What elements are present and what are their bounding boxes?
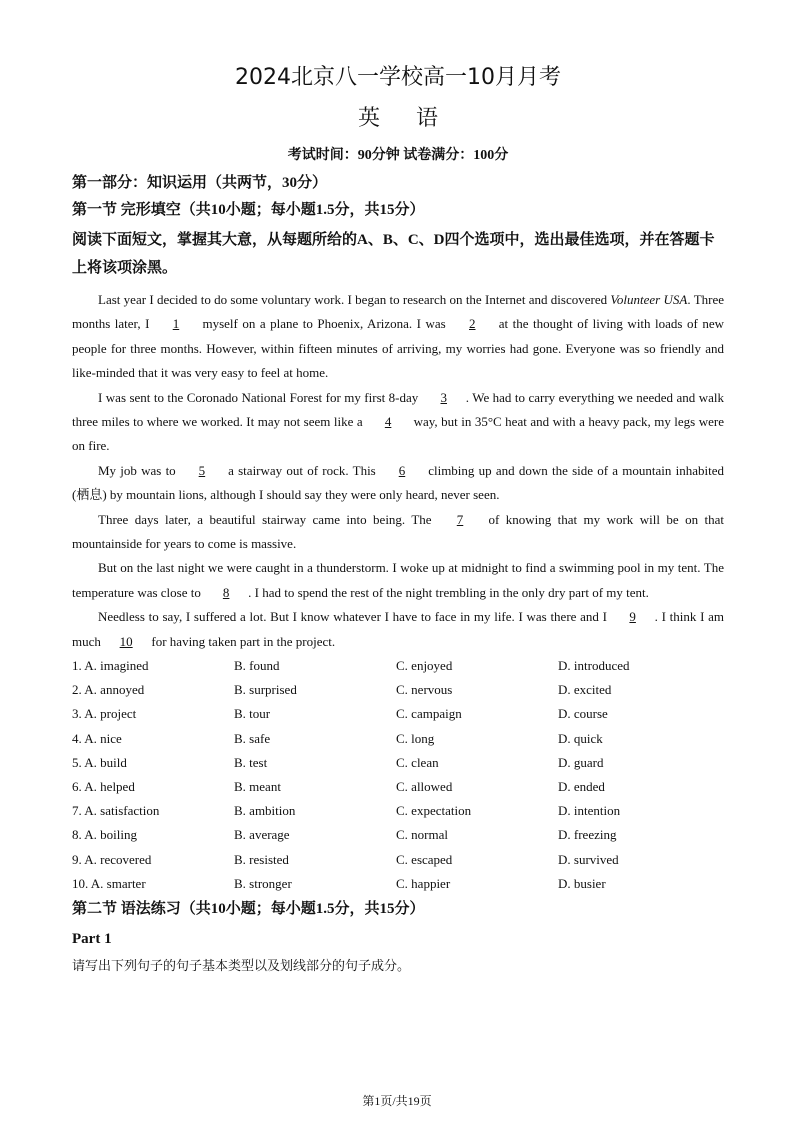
blank-8: 8 bbox=[222, 584, 230, 600]
text-span: But on the last night we were caught in a thunderstorm. I woke up at midnight to find a swimming pool in my tent. The temperature was close to bbox=[72, 560, 724, 600]
option-b: B. safe bbox=[234, 730, 271, 746]
text-span: . I had to spend the rest of the night trembling in the only dry part of my tent. bbox=[248, 584, 649, 600]
cloze-passage bbox=[72, 288, 724, 654]
option-row-4 bbox=[72, 727, 724, 751]
option-c: C. happier bbox=[396, 875, 451, 891]
option-d: D. survived bbox=[558, 851, 619, 867]
text-span: at the thought of living with loads of new people for three months. However, within fifteen minutes of arriving, my worries had gone. Everyone was so friendly and like-minded that it was very easy to feel at home. bbox=[72, 316, 724, 381]
passage-paragraph-6 bbox=[72, 605, 724, 654]
option-d: D. quick bbox=[558, 730, 603, 746]
option-c: C. expectation bbox=[396, 803, 472, 819]
option-row-2 bbox=[72, 678, 724, 702]
option-row-8 bbox=[72, 823, 724, 847]
option-c: C. nervous bbox=[396, 682, 453, 698]
option-c: C. campaign bbox=[396, 706, 462, 722]
passage-paragraph-4 bbox=[72, 508, 724, 557]
blank-9: 9 bbox=[629, 609, 636, 625]
option-d: D. course bbox=[558, 706, 608, 722]
text-span: of knowing that my work will be on that mountainside for years to come is massive. bbox=[72, 511, 725, 552]
option-row-3 bbox=[72, 702, 724, 726]
answer-options bbox=[72, 654, 724, 896]
exam-page bbox=[72, 58, 724, 979]
passage-paragraph-2 bbox=[72, 386, 724, 459]
passage-paragraph-5 bbox=[72, 556, 724, 605]
option-d: D. intention bbox=[558, 803, 621, 819]
text-span: a stairway out of rock. This bbox=[223, 462, 380, 478]
option-row-5 bbox=[72, 751, 724, 775]
text-span: . I think I am much bbox=[72, 609, 724, 649]
option-d: D. guard bbox=[558, 754, 604, 770]
blank-7: 7 bbox=[456, 511, 464, 527]
option-b: B. average bbox=[234, 827, 290, 843]
option-row-1 bbox=[72, 654, 724, 678]
option-d: D. excited bbox=[558, 682, 612, 698]
option-b: B. tour bbox=[234, 706, 271, 722]
option-a: 1. A. imagined bbox=[72, 658, 149, 674]
option-row-6 bbox=[72, 775, 724, 799]
passage-paragraph-3 bbox=[72, 459, 724, 508]
option-d: D. introduced bbox=[558, 658, 630, 674]
text-span: . Three months later, I bbox=[72, 292, 725, 332]
option-d: D. busier bbox=[558, 875, 606, 891]
part1-heading: 第一部分：知识运用（共两节，30分） bbox=[72, 175, 328, 191]
page-number: 第1页/共19页 bbox=[362, 1094, 432, 1108]
text-span: Three days later, a beautiful stairway came into being. The bbox=[98, 511, 439, 527]
section1-heading: 第一节 完形填空（共10小题；每小题1.5分，共15分） bbox=[72, 202, 425, 218]
option-c: C. normal bbox=[396, 827, 448, 843]
exam-info: 考试时间：90分钟 试卷满分：100分 bbox=[287, 148, 509, 163]
option-d: D. freezing bbox=[558, 827, 617, 843]
option-a: 2. A. annoyed bbox=[72, 682, 145, 698]
blank-10: 10 bbox=[119, 633, 133, 649]
part-instruction: 请写出下列句子的句子基本类型以及划线部分的句子成分。 bbox=[72, 957, 411, 973]
blank-2: 2 bbox=[469, 316, 476, 332]
text-span: . We had to carry everything we needed and walk three miles to where we worked. It may not seem like a bbox=[72, 389, 725, 430]
option-a: 6. A. helped bbox=[72, 779, 135, 795]
option-c: C. clean bbox=[396, 754, 439, 770]
text-span: My job was to bbox=[98, 462, 180, 478]
section1-instruction: 阅读下面短文，掌握其大意，从每题所给的A、B、C、D四个选项中，选出最佳选项，并在答题卡上将该项涂黑。 bbox=[72, 232, 715, 276]
part-label: Part 1 bbox=[72, 930, 112, 947]
option-b: B. resisted bbox=[234, 851, 289, 867]
option-b: B. meant bbox=[234, 779, 281, 795]
text-span: way, but in 35°C heat and with a heavy pack, my legs were on fire. bbox=[72, 414, 724, 454]
blank-3: 3 bbox=[440, 389, 447, 405]
italic-org-name: Volunteer USA bbox=[610, 292, 688, 307]
option-a: 3. A. project bbox=[72, 706, 137, 722]
option-a: 10. A. smarter bbox=[72, 875, 146, 891]
exam-title: 2024北京八一学校高一10月月考 bbox=[235, 65, 561, 90]
option-row-10 bbox=[72, 872, 724, 896]
option-a: 7. A. satisfaction bbox=[72, 803, 160, 819]
option-c: C. allowed bbox=[396, 779, 453, 795]
option-a: 5. A. build bbox=[72, 754, 127, 770]
blank-6: 6 bbox=[398, 462, 406, 478]
option-a: 4. A. nice bbox=[72, 730, 122, 746]
text-span: myself on a plane to Phoenix, Arizona. I was bbox=[197, 316, 451, 332]
blank-1: 1 bbox=[172, 316, 180, 332]
option-b: B. surprised bbox=[234, 682, 297, 698]
passage-paragraph-1 bbox=[72, 288, 724, 386]
blank-5: 5 bbox=[198, 462, 206, 478]
option-a: 9. A. recovered bbox=[72, 851, 152, 867]
option-b: B. stronger bbox=[234, 875, 292, 891]
option-c: C. long bbox=[396, 730, 435, 746]
subject-title: 英语 bbox=[357, 106, 474, 131]
text-span: climbing up and down the side of a mountain inhabited (栖息) by mountain lions, although I should say they were only heard, never seen. bbox=[72, 462, 725, 503]
option-d: D. ended bbox=[558, 779, 605, 795]
text-span: I was sent to the Coronado National Forest for my first 8-day bbox=[98, 389, 422, 405]
option-a: 8. A. boiling bbox=[72, 827, 138, 843]
option-b: B. found bbox=[234, 658, 280, 674]
option-row-9 bbox=[72, 848, 724, 872]
blank-4: 4 bbox=[384, 414, 392, 430]
option-c: C. enjoyed bbox=[396, 658, 453, 674]
option-c: C. escaped bbox=[396, 851, 453, 867]
option-row-7 bbox=[72, 799, 724, 823]
text-span: Needless to say, I suffered a lot. But I know whatever I have to face in my life. I was there and I bbox=[98, 609, 611, 625]
section2-heading: 第二节 语法练习（共10小题；每小题1.5分，共15分） bbox=[72, 900, 425, 917]
option-b: B. ambition bbox=[234, 803, 296, 819]
text-span: Last year I decided to do some voluntary work. I began to research on the Internet and discovered bbox=[98, 292, 611, 307]
text-span: for having taken part in the project. bbox=[148, 633, 336, 649]
option-b: B. test bbox=[234, 754, 268, 770]
